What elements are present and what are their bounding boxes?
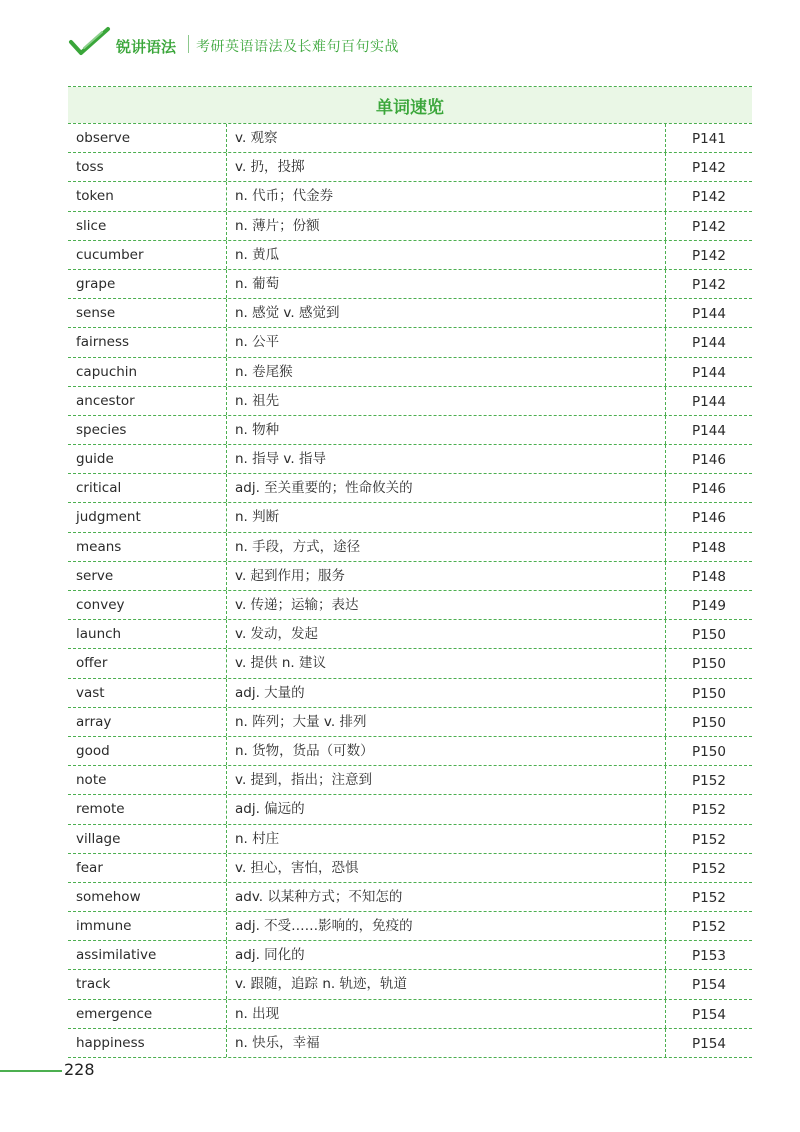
definition-cell: v. 发动，发起 bbox=[226, 620, 666, 648]
word-cell: observe bbox=[76, 130, 131, 146]
page-ref-cell: P152 bbox=[692, 831, 726, 848]
definition-cell: v. 提供 n. 建议 bbox=[226, 649, 666, 677]
table-row bbox=[68, 737, 752, 765]
row-divider bbox=[68, 1057, 752, 1058]
page-ref-cell: P150 bbox=[692, 743, 726, 760]
header-divider bbox=[188, 35, 189, 53]
table-row bbox=[68, 649, 752, 677]
page-ref-cell: P144 bbox=[692, 393, 726, 410]
definition-cell: n. 判断 bbox=[226, 503, 666, 531]
word-cell: remote bbox=[76, 801, 125, 818]
word-cell: track bbox=[76, 976, 111, 993]
table-body bbox=[68, 124, 752, 1058]
word-cell: somehow bbox=[76, 888, 141, 905]
definition-cell: n. 物种 bbox=[226, 416, 666, 444]
page-ref-cell: P154 bbox=[692, 977, 726, 994]
definition-cell: n. 祖先 bbox=[226, 387, 666, 415]
page-ref-cell: P154 bbox=[692, 1035, 726, 1052]
table-row bbox=[68, 883, 752, 911]
definition-cell: adj. 偏远的 bbox=[226, 795, 666, 823]
word-cell: immune bbox=[76, 918, 132, 935]
word-cell: vast bbox=[76, 684, 105, 701]
page-ref-cell: P152 bbox=[692, 889, 726, 906]
table-row bbox=[68, 124, 752, 152]
definition-cell: n. 薄片；份额 bbox=[226, 212, 666, 240]
definition-cell: n. 手段，方式，途径 bbox=[226, 533, 666, 561]
table-row bbox=[68, 941, 752, 969]
table-row bbox=[68, 1029, 752, 1057]
table-row bbox=[68, 562, 752, 590]
definition-cell: adj. 同化的 bbox=[226, 941, 666, 969]
page-ref-cell: P144 bbox=[692, 364, 726, 381]
definition-cell: v. 跟随，追踪 n. 轨迹，轨道 bbox=[226, 970, 666, 998]
definition-cell: v. 担心，害怕，恐惧 bbox=[226, 854, 666, 882]
word-cell: judgment bbox=[76, 509, 141, 526]
table-row bbox=[68, 358, 752, 386]
word-cell: ancestor bbox=[76, 392, 135, 409]
page-ref-cell: P142 bbox=[692, 189, 726, 206]
definition-cell: n. 公平 bbox=[226, 328, 666, 356]
table-row bbox=[68, 503, 752, 531]
definition-cell: n. 黄瓜 bbox=[226, 241, 666, 269]
table-row bbox=[68, 679, 752, 707]
page-number: 228 bbox=[64, 1060, 95, 1079]
word-cell: guide bbox=[76, 451, 114, 468]
word-cell: note bbox=[76, 772, 107, 789]
table-row bbox=[68, 270, 752, 298]
page-ref-cell: P146 bbox=[692, 510, 726, 527]
word-cell: critical bbox=[76, 480, 122, 497]
word-cell: serve bbox=[76, 567, 114, 584]
page-ref-cell: P149 bbox=[692, 598, 726, 614]
table-row bbox=[68, 416, 752, 444]
definition-cell: adj. 大量的 bbox=[226, 679, 666, 707]
table-row bbox=[68, 212, 752, 240]
page-ref-cell: P150 bbox=[692, 656, 726, 673]
definition-cell: n. 快乐，幸福 bbox=[226, 1029, 666, 1057]
page-ref-cell: P154 bbox=[692, 1006, 726, 1023]
table-row bbox=[68, 387, 752, 415]
table-row bbox=[68, 1000, 752, 1028]
table-row bbox=[68, 182, 752, 210]
table-row bbox=[68, 708, 752, 736]
definition-cell: n. 阵列；大量 v. 排列 bbox=[226, 708, 666, 736]
table-row bbox=[68, 854, 752, 882]
word-cell: grape bbox=[76, 275, 116, 292]
page-ref-cell: P152 bbox=[692, 919, 726, 936]
definition-cell: n. 村庄 bbox=[226, 825, 666, 853]
page-ref-cell: P142 bbox=[692, 160, 726, 177]
page-ref-cell: P146 bbox=[692, 452, 726, 469]
definition-cell: v. 提到，指出；注意到 bbox=[226, 766, 666, 794]
word-cell: toss bbox=[76, 159, 104, 176]
definition-cell: n. 卷尾猴 bbox=[226, 358, 666, 386]
page-header bbox=[68, 26, 768, 66]
definition-cell: v. 传递；运输；表达 bbox=[226, 591, 666, 619]
page-ref-cell: P152 bbox=[692, 802, 726, 819]
table-row bbox=[68, 970, 752, 998]
word-cell: convey bbox=[76, 597, 125, 613]
word-cell: fairness bbox=[76, 334, 130, 351]
table-row bbox=[68, 766, 752, 794]
page-ref-cell: P144 bbox=[692, 335, 726, 352]
word-cell: array bbox=[76, 713, 112, 730]
table-row bbox=[68, 445, 752, 473]
page-ref-cell: P152 bbox=[692, 860, 726, 877]
definition-cell: v. 扔，投掷 bbox=[226, 153, 666, 181]
page-ref-cell: P150 bbox=[692, 685, 726, 702]
word-cell: token bbox=[76, 188, 114, 205]
page-ref-cell: P142 bbox=[692, 276, 726, 293]
word-cell: launch bbox=[76, 626, 122, 643]
word-cell: happiness bbox=[76, 1034, 145, 1051]
word-cell: emergence bbox=[76, 1005, 153, 1022]
table-row bbox=[68, 795, 752, 823]
word-cell: good bbox=[76, 742, 110, 759]
table-row bbox=[68, 328, 752, 356]
word-cell: village bbox=[76, 830, 121, 847]
table-row bbox=[68, 533, 752, 561]
word-cell: assimilative bbox=[76, 947, 157, 964]
definition-cell: adj. 至关重要的；性命攸关的 bbox=[226, 474, 666, 502]
word-cell: sense bbox=[76, 305, 116, 322]
definition-cell: n. 货物，货品（可数） bbox=[226, 737, 666, 765]
page-ref-cell: P152 bbox=[692, 773, 726, 790]
footer-accent-line bbox=[0, 1070, 62, 1072]
word-cell: cucumber bbox=[76, 246, 144, 263]
word-cell: species bbox=[76, 421, 127, 438]
page-ref-cell: P150 bbox=[692, 627, 726, 644]
brand-name: 锐讲语法 bbox=[116, 38, 177, 56]
table-title: 单词速览 bbox=[376, 97, 444, 118]
table-row bbox=[68, 825, 752, 853]
page-ref-cell: P148 bbox=[692, 568, 726, 585]
table-row bbox=[68, 620, 752, 648]
table-title-row bbox=[68, 87, 752, 123]
page-ref-cell: P146 bbox=[692, 481, 726, 498]
definition-cell: v. 起到作用；服务 bbox=[226, 562, 666, 590]
page-ref-cell: P144 bbox=[692, 306, 726, 323]
table-row bbox=[68, 474, 752, 502]
definition-cell: adv. 以某种方式；不知怎的 bbox=[226, 883, 666, 911]
table-row bbox=[68, 241, 752, 269]
page-ref-cell: P153 bbox=[692, 948, 726, 965]
definition-cell: n. 感觉 v. 感觉到 bbox=[226, 299, 666, 327]
definition-cell: n. 指导 v. 指导 bbox=[226, 445, 666, 473]
page-ref-cell: P150 bbox=[692, 714, 726, 731]
word-cell: capuchin bbox=[76, 363, 138, 380]
table-row bbox=[68, 299, 752, 327]
definition-cell: adj. 不受……影响的，免疫的 bbox=[226, 912, 666, 940]
word-cell: offer bbox=[76, 655, 108, 672]
page-ref-cell: P142 bbox=[692, 218, 726, 235]
word-cell: fear bbox=[76, 859, 103, 876]
word-cell: slice bbox=[76, 217, 107, 234]
table-row bbox=[68, 153, 752, 181]
page-ref-cell: P144 bbox=[692, 422, 726, 439]
page-ref-cell: P141 bbox=[692, 131, 726, 147]
table-row bbox=[68, 591, 752, 619]
page-ref-cell: P142 bbox=[692, 247, 726, 264]
word-cell: means bbox=[76, 538, 122, 555]
definition-cell: n. 出现 bbox=[226, 1000, 666, 1028]
word-overview-table bbox=[68, 86, 752, 1058]
definition-cell: v. 观察 bbox=[226, 124, 666, 152]
page-ref-cell: P148 bbox=[692, 539, 726, 556]
checkmark-pen-logo-icon bbox=[68, 26, 112, 58]
definition-cell: n. 葡萄 bbox=[226, 270, 666, 298]
table-row bbox=[68, 912, 752, 940]
definition-cell: n. 代币；代金券 bbox=[226, 182, 666, 210]
book-title: 考研英语语法及长难句百句实战 bbox=[196, 39, 399, 55]
